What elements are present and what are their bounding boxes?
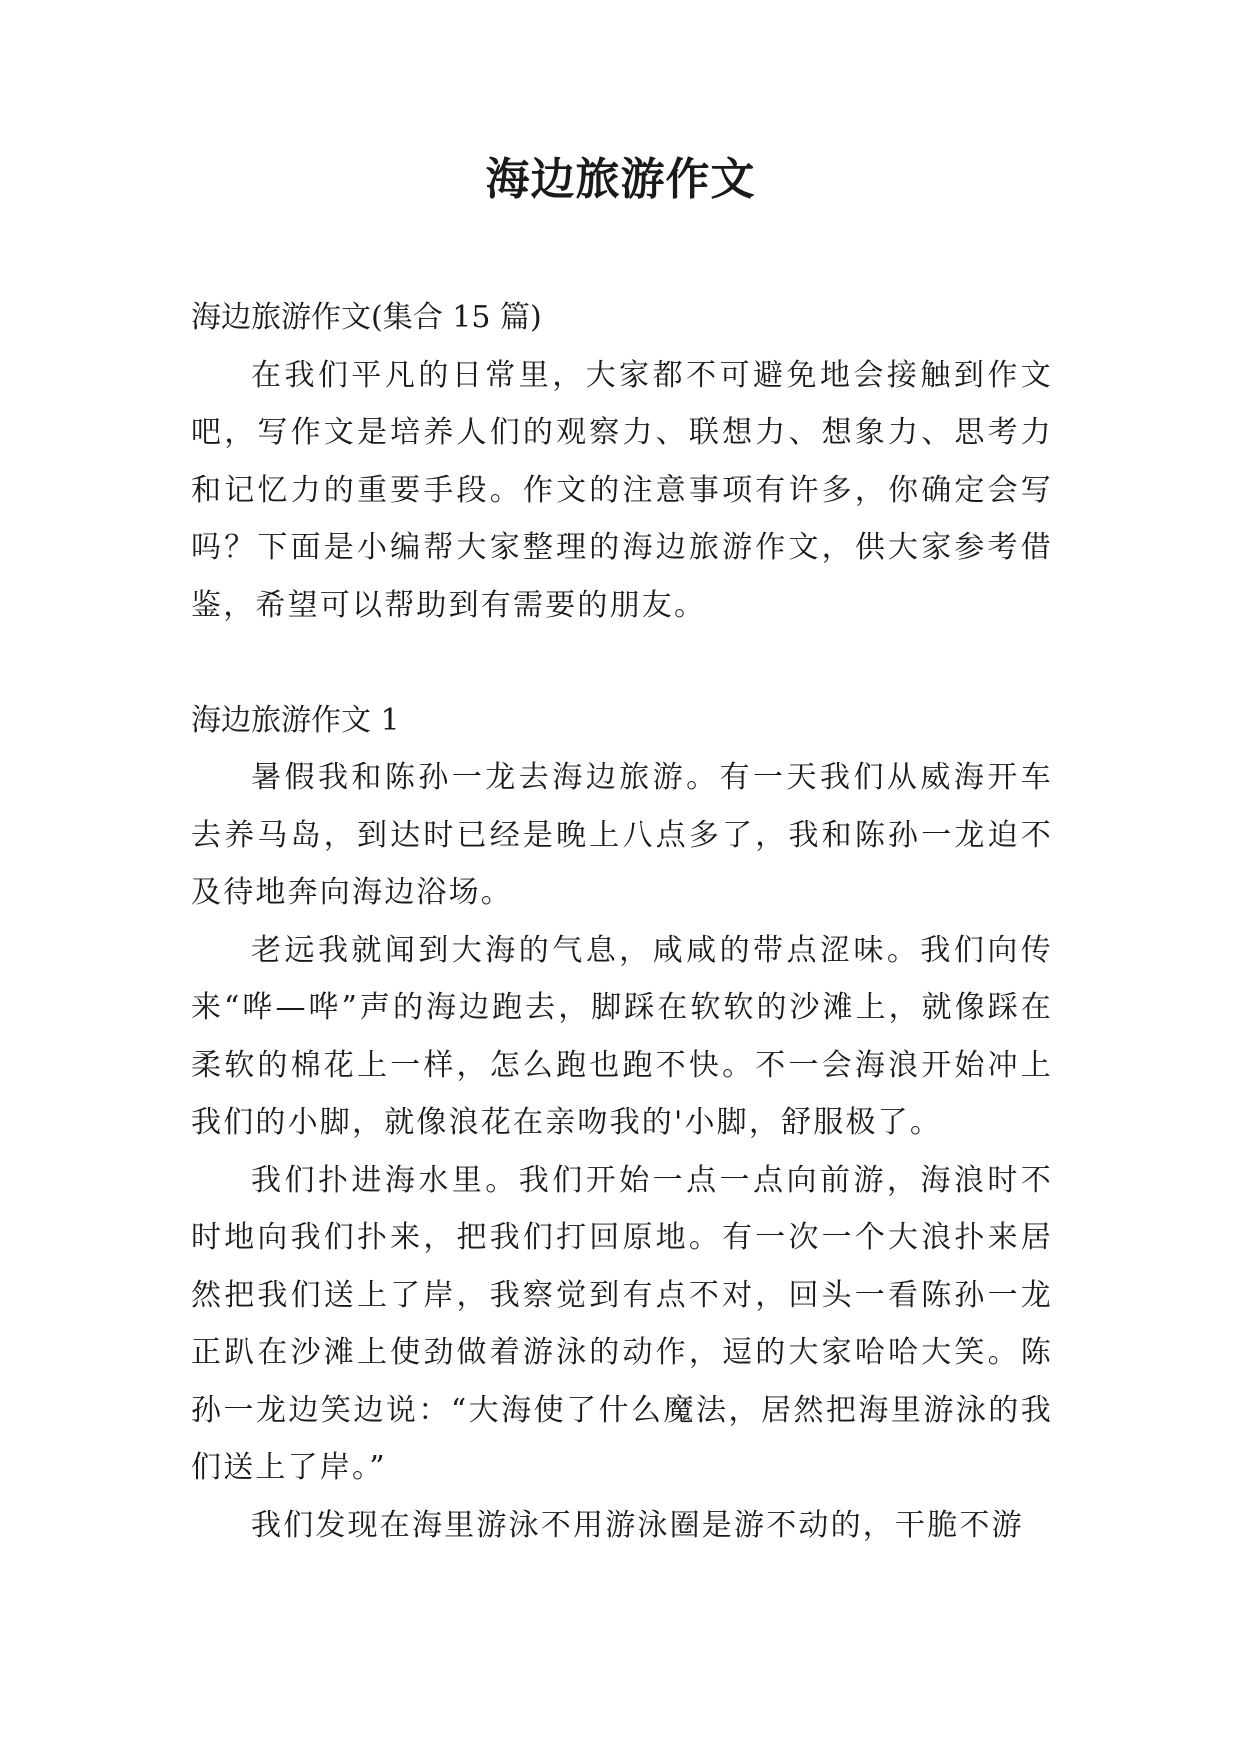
section-paragraph-3: 我们扑进海水里。我们开始一点一点向前游，海浪时不时地向我们扑来，把我们打回原地。有一次一个大浪扑来居然把我们送上了岸，我察觉到有点不对，回头一看陈孙一龙正趴在沙滩上使劲做着游泳的动作，逗的大家哈哈大笑。陈孙一龙边笑边说：“大海使了什么魔法，居然把海里游泳的我们送上了岸。” — [191, 1162, 1053, 1485]
intro-paragraph: 在我们平凡的日常里，大家都不可避免地会接触到作文吧，写作文是培养人们的观察力、联想力、想象力、思考力和记忆力的重要手段。作文的注意事项有许多，你确定会写吗？下面是小编帮大家整理的海边旅游作文，供大家参考借鉴，希望可以帮助到有需要的朋友。 — [191, 357, 1053, 623]
document-subtitle: 海边旅游作文(集合 15 篇) — [191, 300, 542, 335]
section-paragraph-1: 暑假我和陈孙一龙去海边旅游。有一天我们从威海开车去养马岛，到达时已经是晚上八点多了，我和陈孙一龙迫不及待地奔向海边浴场。 — [191, 760, 1053, 910]
essay-section-1 — [191, 692, 1053, 1555]
section-paragraph-2: 老远我就闻到大海的气息，咸咸的带点涩味。我们向传来“哗—哗”声的海边跑去，脚踩在软软的沙滩上，就像踩在柔软的棉花上一样，怎么跑也跑不快。不一会海浪开始冲上我们的小脚，就像浪花在亲吻我的'小脚，舒服极了。 — [191, 932, 1053, 1140]
section-spacer — [191, 634, 1053, 692]
document-body — [191, 289, 1053, 1554]
section-heading: 海边旅游作文 1 — [191, 702, 400, 738]
document-title: 海边旅游作文 — [485, 154, 756, 205]
section-paragraph-4: 我们发现在海里游泳不用游泳圈是游不动的，干脆不游 — [251, 1507, 1024, 1543]
